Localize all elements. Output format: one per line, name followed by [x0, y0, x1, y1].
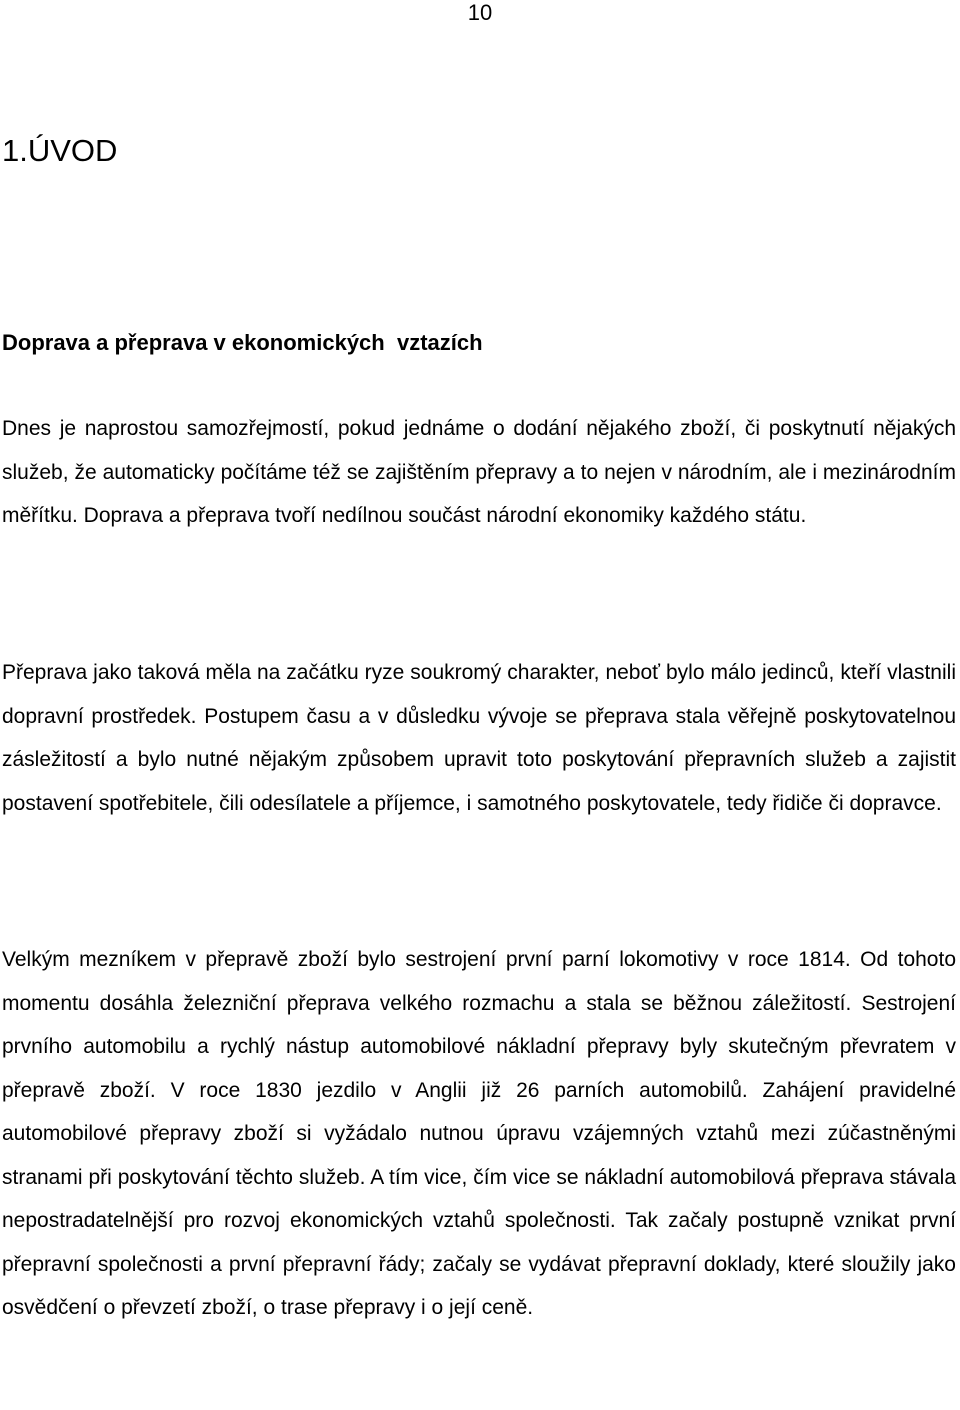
page-number: 10: [467, 0, 493, 25]
section-heading: Doprava a přeprava v ekonomických vztazích: [2, 330, 483, 355]
paragraph: Dnes je naprostou samozřejmostí, pokud jednáme o dodání nějakého zboží, či poskytnutí nějakých služeb, že automaticky počítáme též se zajištěním přepravy a to nejen v národním, ale i mezinárodním měřítku. Doprava a přeprava tvoří nedílnou součást národní ekonomiky každého státu.: [2, 417, 956, 527]
chapter-title: 1.ÚVOD: [2, 133, 118, 168]
paragraph: Přeprava jako taková měla na začátku ryze soukromý charakter, neboť bylo málo jedinců, kteří vlastnili dopravní prostředek. Postupem času a v důsledku vývoje se přeprava stala věřejně poskytovatelnou zásležitostí a bylo nutné nějakým způsobem upravit toto poskytování přepravních služeb a zajistit postavení spotřebitele, čili odesílatele a příjemce, i samotného poskytovatele, tedy řidiče či dopravce.: [2, 661, 956, 815]
paragraph: Velkým mezníkem v přepravě zboží bylo sestrojení první parní lokomotivy v roce 1814. Od tohoto momentu dosáhla železniční přeprava velkého rozmachu a stala se běžnou záležitostí. Sestrojení prvního automobilu a rychlý nástup automobilové nákladní přepravy byly skutečným převratem v přepravě zboží. V roce 1830 jezdilo v Anglii již 26 parních automobilů. Zahájení pravidelné automobilové přepravy zboží si vyžádalo nutnou úpravu vzájemných vztahů mezi zúčastněnými stranami při poskytování těchto služeb. A tím vice, čím vice se nákladní automobilová přeprava stávala nepostradatelnější pro rozvoj ekonomických vztahů společnosti. Tak začaly postupně vznikat první přepravní společnosti a první přepravní řády; začaly se vydávat přepravní doklady, které sloužily jako osvědčení o převzetí zboží, o trase přepravy i o její ceně.: [2, 948, 956, 1319]
